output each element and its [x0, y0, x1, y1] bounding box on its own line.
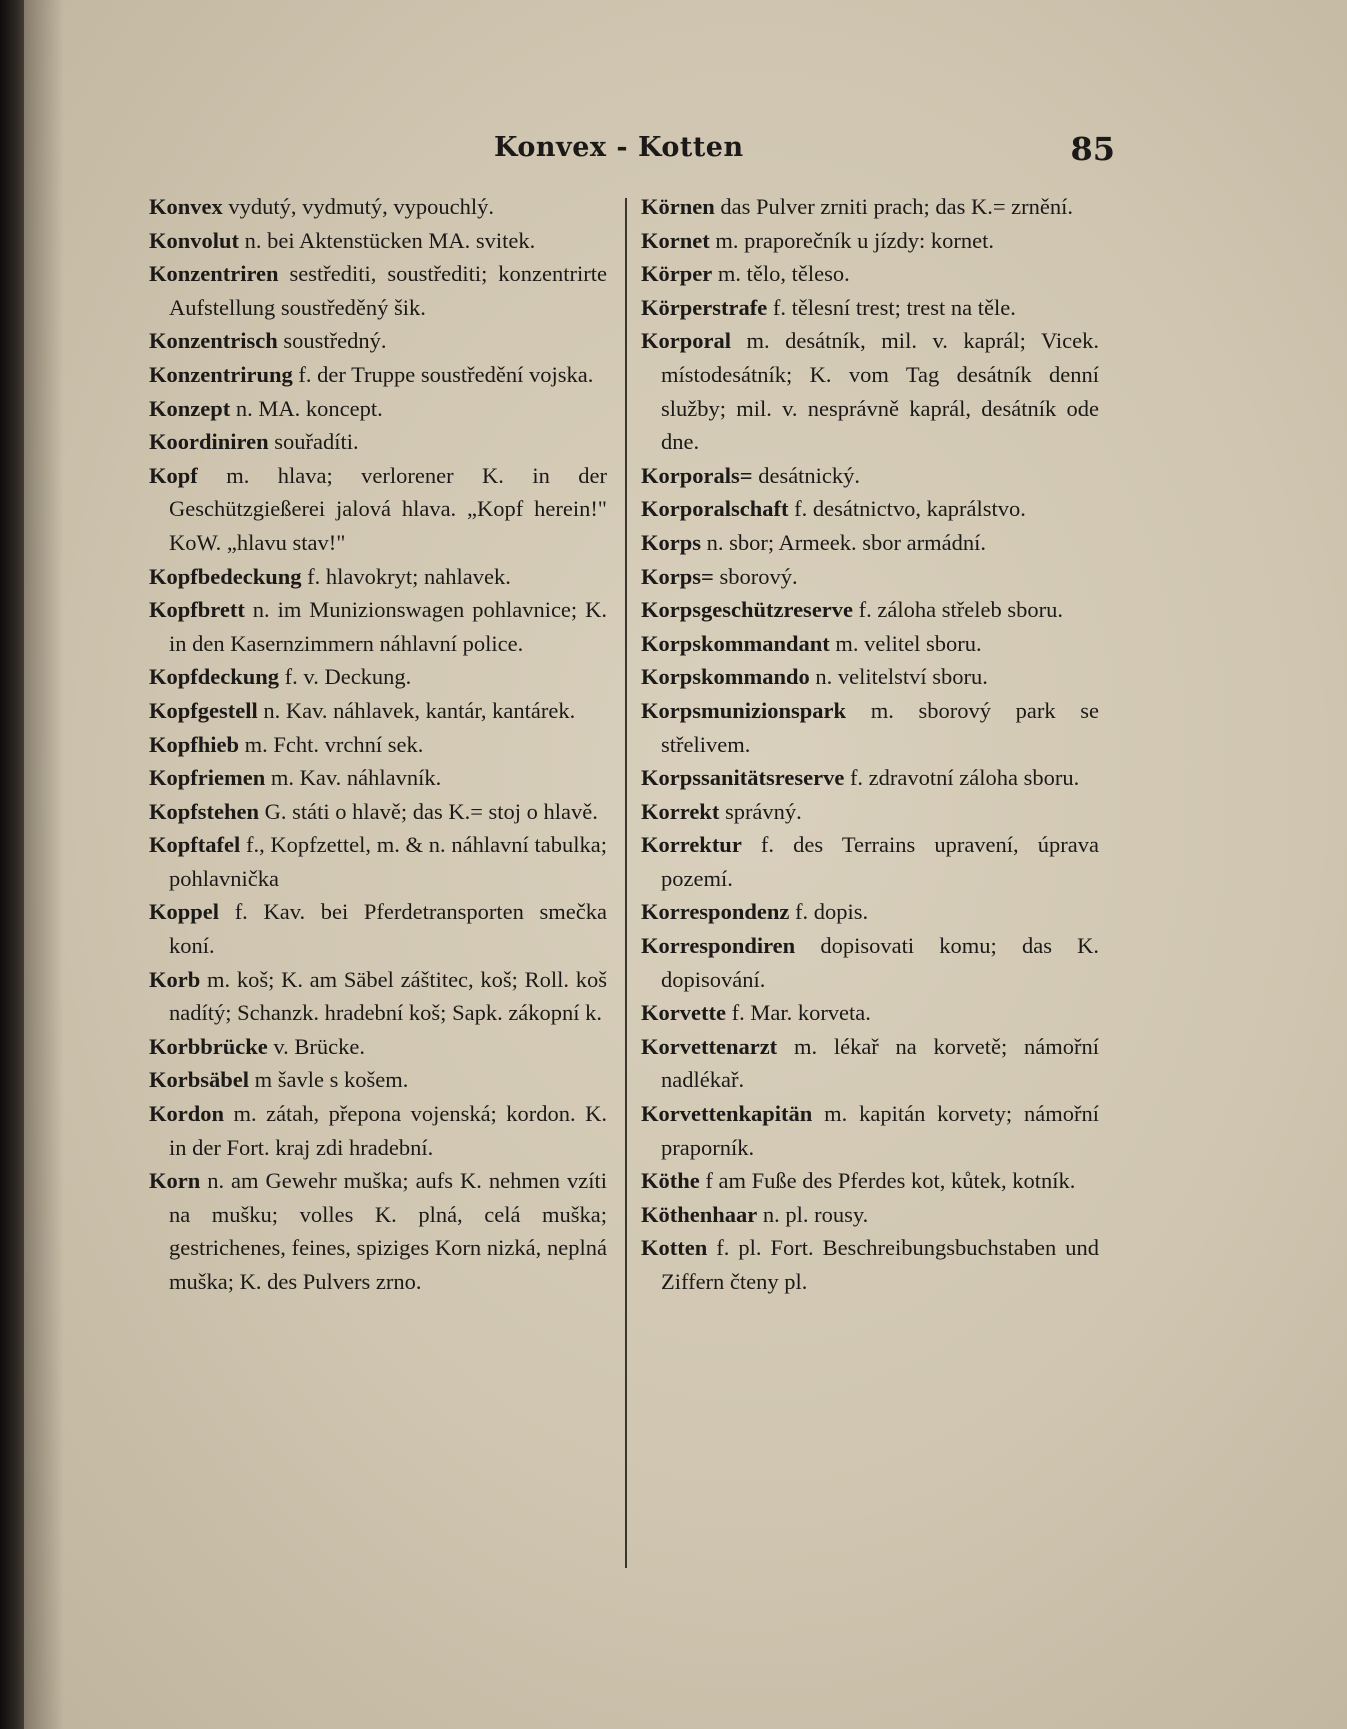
dictionary-entry [641, 1164, 1099, 1198]
column-divider [625, 198, 627, 1568]
entry-definition: desátnický. [752, 462, 861, 488]
entry-definition: dopisovati komu; das K. dopisování. [661, 933, 1099, 992]
dictionary-entry [149, 1063, 607, 1097]
entry-definition: f. pl. Fort. Beschreibungsbuchstaben und Ziffern čteny pl. [661, 1235, 1099, 1294]
dictionary-entry [149, 190, 607, 224]
dictionary-entry [641, 560, 1099, 594]
entry-definition: m. zátah, přepona vojenská; kordon. K. in der Fort. kraj zdi hradební. [169, 1101, 607, 1160]
entry-headword: Kotten [641, 1235, 708, 1261]
entry-definition: n. velitelství sboru. [809, 664, 988, 690]
entry-headword: Körnen [641, 194, 715, 219]
page-number: 85 [1070, 130, 1115, 168]
entry-definition: m. tělo, těleso. [712, 261, 850, 287]
dictionary-entry [149, 459, 607, 560]
dictionary-entry [641, 257, 1099, 291]
entry-headword: Kopf [149, 462, 198, 488]
entry-headword: Kornet [641, 227, 710, 253]
dictionary-entry [641, 694, 1099, 761]
entry-headword: Korvettenkapitän [641, 1101, 813, 1127]
entry-definition: souřadíti. [268, 429, 359, 455]
dictionary-entry [641, 1198, 1099, 1232]
dictionary-entry [149, 324, 607, 358]
dictionary-entry [641, 492, 1099, 526]
entry-headword: Kopfgestell [149, 697, 258, 723]
dictionary-entry [641, 895, 1099, 929]
running-head: Konvex - Kotten [494, 132, 744, 163]
entry-definition: sestřediti, soustřediti; konzentrirte Aufstellung soustředěný šik. [169, 261, 607, 320]
dictionary-page [24, 0, 1347, 1729]
dictionary-entry [641, 761, 1099, 795]
entry-headword: Koppel [149, 899, 220, 925]
entry-definition: m. lékař na korvetě; námořní nadlékař. [661, 1033, 1099, 1093]
dictionary-entry [149, 828, 607, 895]
dictionary-entry [149, 425, 607, 459]
entry-definition: správný. [719, 798, 802, 824]
entry-headword: Konzentrisch [149, 328, 278, 354]
entry-headword: Korrekt [641, 798, 720, 824]
entry-headword: Koordiniren [149, 429, 269, 455]
entry-definition: m. koš; K. am Säbel záštitec, koš; Roll. koš nadítý; Schanzk. hradební koš; Sapk. zákopní k. [169, 966, 607, 1026]
dictionary-entry [641, 627, 1099, 661]
entry-definition: n. am Gewehr muška; aufs K. nehmen vzíti na mušku; volles K. plná, celá muška; gestrichenes, feines, spiziges Korn nizká, neplná muška; K. des Pulvers zrno. [169, 1168, 607, 1294]
entry-headword: Körper [641, 261, 713, 287]
dictionary-entry [641, 526, 1099, 560]
dictionary-entry [149, 1030, 607, 1064]
entry-headword: Korbbrücke [149, 1033, 268, 1059]
entry-definition: f. Kav. bei Pferdetransporten smečka koní. [169, 899, 607, 959]
dictionary-entry [149, 761, 607, 795]
dictionary-entry [641, 1097, 1099, 1164]
entry-definition: sborový. [713, 563, 798, 589]
dictionary-entry [149, 560, 607, 594]
dictionary-entry [641, 459, 1099, 493]
entry-definition: n. im Munizionswagen pohlavnice; K. in den Kasernzimmern náhlavní police. [169, 597, 607, 656]
dictionary-entry [149, 392, 607, 426]
entry-definition: m. Kav. náhlavník. [265, 765, 442, 791]
dictionary-entry [641, 929, 1099, 996]
dictionary-entry [641, 291, 1099, 325]
dictionary-entry [641, 828, 1099, 895]
entry-headword: Konvolut [149, 227, 240, 253]
entry-headword: Korvette [641, 1000, 726, 1026]
dictionary-entry [149, 795, 607, 829]
entry-definition: f. desátnictvo, kaprálstvo. [788, 496, 1026, 522]
book-spine [0, 0, 26, 1729]
entry-headword: Korporal [641, 328, 731, 354]
entry-headword: Korrektur [641, 832, 742, 858]
entry-headword: Korpsgeschützreserve [641, 597, 854, 623]
entry-definition: f. záloha střeleb sboru. [853, 597, 1063, 623]
entry-headword: Konzentrirung [149, 361, 293, 387]
entry-headword: Kopfbedeckung [149, 563, 302, 589]
right-column [641, 190, 1099, 1299]
entry-headword: Korpskommandant [641, 630, 830, 656]
dictionary-entry [641, 190, 1099, 224]
entry-definition: n. pl. rousy. [757, 1201, 869, 1227]
entry-headword: Kopfstehen [149, 798, 260, 824]
entry-definition: m. kapitán korvety; námořní praporník. [661, 1101, 1099, 1160]
entry-definition: G. státi o hlavě; das K.= stoj o hlavě. [259, 798, 598, 824]
dictionary-entry [641, 1231, 1099, 1298]
left-column [149, 190, 607, 1299]
entry-definition: m. sborový park se střelivem. [661, 697, 1099, 757]
entry-definition: f am Fuße des Pferdes kot, kůtek, kotník. [699, 1168, 1076, 1194]
entry-headword: Körperstrafe [641, 294, 768, 320]
dictionary-entry [149, 694, 607, 728]
entry-headword: Köthe [641, 1168, 700, 1194]
dictionary-entry [641, 224, 1099, 258]
entry-definition: f. hlavokryt; nahlavek. [301, 563, 511, 589]
dictionary-entry [149, 1097, 607, 1164]
entry-definition: vydutý, vydmutý, vypouchlý. [222, 194, 495, 219]
entry-headword: Korpskommando [641, 664, 810, 690]
entry-definition: n. bei Aktenstücken MA. svitek. [239, 227, 536, 253]
dictionary-entry [149, 593, 607, 660]
entry-definition: m. hlava; verlorener K. in der Geschützgießerei jalová hlava. „Kopf herein!" KoW. „hlavu stav!" [169, 462, 607, 555]
entry-headword: Korb [149, 966, 201, 992]
dictionary-entry [149, 895, 607, 962]
dictionary-entry [149, 728, 607, 762]
entry-definition: n. Kav. náhlavek, kantár, kantárek. [257, 697, 576, 723]
entry-definition: f. Mar. korveta. [725, 1000, 871, 1026]
entry-headword: Korps= [641, 563, 714, 589]
entry-headword: Korrespondiren [641, 933, 796, 959]
entry-definition: m. Fcht. vrchní sek. [239, 731, 424, 757]
entry-headword: Korps [641, 529, 702, 555]
entry-headword: Kopfhieb [149, 731, 240, 757]
entry-definition: m šavle s košem. [249, 1067, 409, 1093]
entry-definition: m. desátník, mil. v. kaprál; Vicek. místodesátník; K. vom Tag desátník denní služby; mil. v. nesprávně kaprál, desátník ode dne. [661, 328, 1099, 455]
dictionary-entry [149, 1164, 607, 1298]
entry-headword: Korvettenarzt [641, 1033, 778, 1059]
entry-headword: Korn [149, 1168, 201, 1194]
entry-definition: f. v. Deckung. [279, 664, 412, 690]
entry-definition: f. des Terrains upravení, úprava pozemí. [661, 832, 1099, 891]
entry-headword: Korporalschaft [641, 496, 789, 522]
entry-definition: f. dopis. [789, 899, 869, 925]
entry-definition: m. velitel sboru. [829, 630, 982, 656]
entry-definition: m. praporečník u jízdy: kornet. [709, 227, 995, 253]
dictionary-entry [149, 358, 607, 392]
entry-headword: Kopfbrett [149, 597, 245, 623]
entry-definition: n. MA. koncept. [230, 395, 383, 421]
entry-headword: Korporals= [641, 462, 753, 488]
dictionary-entry [641, 593, 1099, 627]
entry-headword: Köthenhaar [641, 1201, 758, 1227]
dictionary-entry [149, 224, 607, 258]
dictionary-entry [149, 660, 607, 694]
entry-headword: Kordon [149, 1101, 225, 1127]
dictionary-entry [641, 1030, 1099, 1097]
entry-headword: Korrespondenz [641, 899, 790, 925]
entry-headword: Kopftafel [149, 832, 241, 858]
entry-headword: Kopfriemen [149, 765, 266, 791]
entry-definition: n. sbor; Armeek. sbor armádní. [701, 529, 986, 555]
dictionary-entry [149, 963, 607, 1030]
entry-headword: Korpsmunizionspark [641, 697, 847, 723]
entry-headword: Konvex [149, 194, 223, 219]
entry-headword: Korbsäbel [149, 1067, 250, 1093]
entry-definition: v. Brücke. [267, 1033, 366, 1059]
dictionary-entry [149, 257, 607, 324]
entry-definition: f. zdravotní záloha sboru. [844, 765, 1080, 791]
entry-definition: f. tělesní trest; trest na těle. [767, 294, 1016, 320]
entry-definition: f. der Truppe soustředění vojska. [292, 361, 594, 387]
dictionary-entry [641, 795, 1099, 829]
entry-definition: f., Kopfzettel, m. & n. náhlavní tabulka; pohlavnička [169, 832, 607, 891]
dictionary-entry [641, 996, 1099, 1030]
dictionary-entry [641, 660, 1099, 694]
entry-headword: Korpssanitätsreserve [641, 765, 845, 791]
entry-headword: Kopfdeckung [149, 664, 280, 690]
dictionary-entry [641, 324, 1099, 458]
entry-definition: das Pulver zrniti prach; das K.= zrnění. [714, 194, 1073, 219]
entry-definition: soustředný. [277, 328, 387, 354]
entry-headword: Konzept [149, 395, 231, 421]
entry-headword: Konzentriren [149, 261, 279, 287]
